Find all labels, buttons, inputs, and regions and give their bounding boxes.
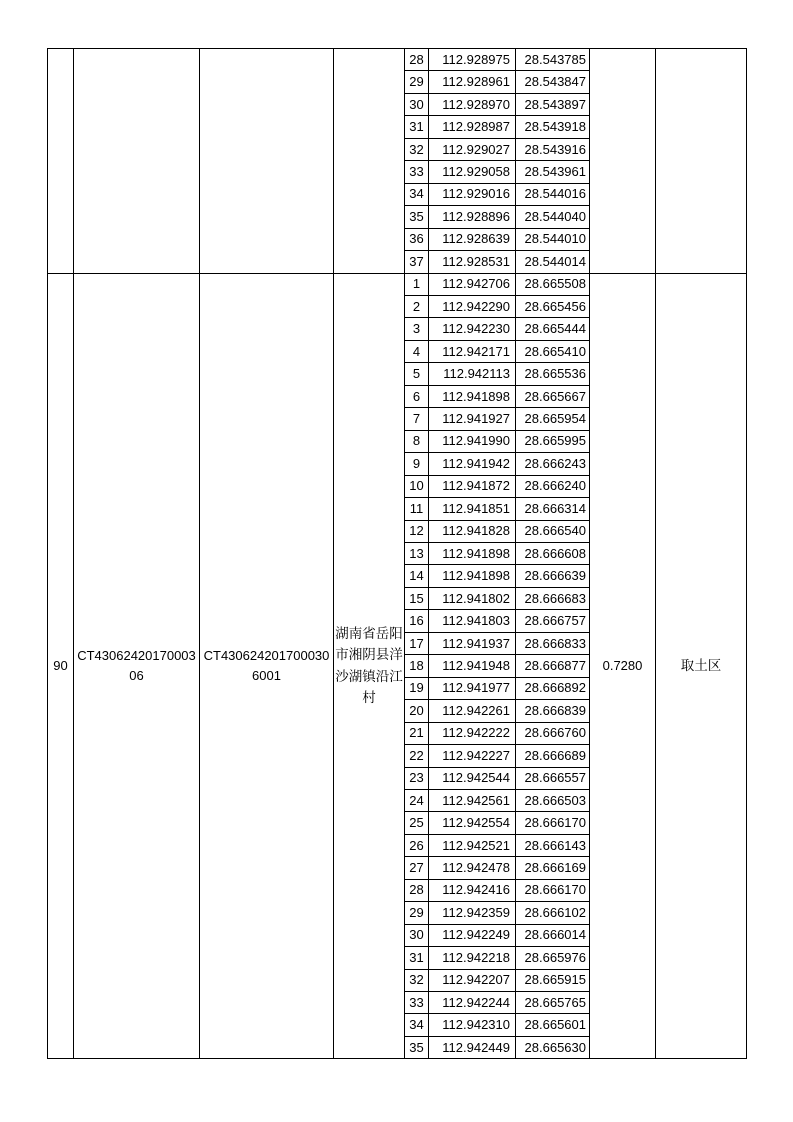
latitude-cell: 28.666503: [516, 789, 590, 811]
latitude-cell: 28.665667: [516, 385, 590, 407]
longitude-cell: 112.929016: [429, 183, 516, 205]
longitude-cell: 112.928975: [429, 49, 516, 71]
longitude-cell: 112.942290: [429, 295, 516, 317]
point-number-cell: 27: [405, 857, 429, 879]
latitude-cell: 28.543961: [516, 161, 590, 183]
point-number-cell: 37: [405, 251, 429, 273]
point-number-cell: 3: [405, 318, 429, 340]
latitude-cell: 28.666892: [516, 677, 590, 699]
longitude-cell: 112.942261: [429, 700, 516, 722]
longitude-cell: 112.942544: [429, 767, 516, 789]
table-row: [48, 49, 747, 71]
latitude-cell: 28.666833: [516, 632, 590, 654]
point-number-cell: 34: [405, 183, 429, 205]
latitude-cell: 28.666608: [516, 542, 590, 564]
longitude-cell: 112.942249: [429, 924, 516, 946]
latitude-cell: 28.665601: [516, 1014, 590, 1036]
longitude-cell: 112.941802: [429, 587, 516, 609]
parcel-code-cell: [74, 49, 200, 274]
latitude-cell: 28.666143: [516, 834, 590, 856]
point-number-cell: 36: [405, 228, 429, 250]
land-use-cell: [656, 49, 747, 274]
longitude-cell: 112.941828: [429, 520, 516, 542]
latitude-cell: 28.665410: [516, 340, 590, 362]
point-number-cell: 29: [405, 71, 429, 93]
longitude-cell: 112.928531: [429, 251, 516, 273]
point-number-cell: 32: [405, 138, 429, 160]
longitude-cell: 112.942244: [429, 992, 516, 1014]
latitude-cell: 28.544016: [516, 183, 590, 205]
longitude-cell: 112.928639: [429, 228, 516, 250]
longitude-cell: 112.941927: [429, 408, 516, 430]
point-number-cell: 9: [405, 453, 429, 475]
longitude-cell: 112.942416: [429, 879, 516, 901]
table-row: [48, 273, 747, 295]
parcel-code-line: 06: [129, 667, 144, 683]
longitude-cell: 112.928970: [429, 93, 516, 115]
point-number-cell: 8: [405, 430, 429, 452]
longitude-cell: 112.928961: [429, 71, 516, 93]
location-cell: [334, 49, 405, 274]
latitude-cell: 28.665508: [516, 273, 590, 295]
point-number-cell: 24: [405, 789, 429, 811]
longitude-cell: 112.941990: [429, 430, 516, 452]
latitude-cell: 28.666170: [516, 812, 590, 834]
point-number-cell: 33: [405, 992, 429, 1014]
longitude-cell: 112.941851: [429, 498, 516, 520]
point-number-cell: 34: [405, 1014, 429, 1036]
latitude-cell: 28.543916: [516, 138, 590, 160]
point-number-cell: 19: [405, 677, 429, 699]
latitude-cell: 28.544014: [516, 251, 590, 273]
latitude-cell: 28.666314: [516, 498, 590, 520]
point-number-cell: 30: [405, 93, 429, 115]
point-number-cell: 15: [405, 587, 429, 609]
point-number-cell: 13: [405, 542, 429, 564]
longitude-cell: 112.942449: [429, 1036, 516, 1058]
point-number-cell: 2: [405, 295, 429, 317]
area-cell: 0.7280: [590, 273, 656, 1059]
point-number-cell: 5: [405, 363, 429, 385]
point-number-cell: 14: [405, 565, 429, 587]
latitude-cell: 28.666877: [516, 655, 590, 677]
parcel-code-cell: [74, 273, 200, 1059]
longitude-cell: 112.942554: [429, 812, 516, 834]
latitude-cell: 28.543785: [516, 49, 590, 71]
location-cell: [334, 273, 405, 1059]
longitude-cell: 112.941937: [429, 632, 516, 654]
longitude-cell: 112.942222: [429, 722, 516, 744]
sub-code-line: CT430624201700030: [203, 647, 330, 663]
longitude-cell: 112.941898: [429, 385, 516, 407]
longitude-cell: 112.942478: [429, 857, 516, 879]
location-line: 市湘阴县洋: [335, 647, 403, 663]
latitude-cell: 28.666102: [516, 902, 590, 924]
latitude-cell: 28.665954: [516, 408, 590, 430]
longitude-cell: 112.941948: [429, 655, 516, 677]
longitude-cell: 112.941898: [429, 565, 516, 587]
longitude-cell: 112.941872: [429, 475, 516, 497]
longitude-cell: 112.941942: [429, 453, 516, 475]
parcel-code-line: CT43062420170003: [77, 647, 196, 663]
latitude-cell: 28.665630: [516, 1036, 590, 1058]
table-body: [48, 49, 747, 1059]
point-number-cell: 1: [405, 273, 429, 295]
point-number-cell: 25: [405, 812, 429, 834]
parcel-id-cell: 90: [48, 273, 74, 1059]
latitude-cell: 28.666839: [516, 700, 590, 722]
parcel-id-cell: [48, 49, 74, 274]
latitude-cell: 28.544040: [516, 206, 590, 228]
latitude-cell: 28.666014: [516, 924, 590, 946]
area-cell: [590, 49, 656, 274]
location-line: 湖南省岳阳: [335, 625, 403, 641]
latitude-cell: 28.665765: [516, 992, 590, 1014]
latitude-cell: 28.666240: [516, 475, 590, 497]
latitude-cell: 28.543897: [516, 93, 590, 115]
latitude-cell: 28.666689: [516, 745, 590, 767]
latitude-cell: 28.544010: [516, 228, 590, 250]
longitude-cell: 112.942359: [429, 902, 516, 924]
longitude-cell: 112.929027: [429, 138, 516, 160]
latitude-cell: 28.665976: [516, 947, 590, 969]
latitude-cell: 28.543847: [516, 71, 590, 93]
latitude-cell: 28.666540: [516, 520, 590, 542]
point-number-cell: 31: [405, 947, 429, 969]
point-number-cell: 26: [405, 834, 429, 856]
point-number-cell: 10: [405, 475, 429, 497]
point-number-cell: 35: [405, 1036, 429, 1058]
latitude-cell: 28.666639: [516, 565, 590, 587]
longitude-cell: 112.929058: [429, 161, 516, 183]
latitude-cell: 28.666683: [516, 587, 590, 609]
longitude-cell: 112.942521: [429, 834, 516, 856]
coordinate-table: [47, 48, 747, 1059]
longitude-cell: 112.942171: [429, 340, 516, 362]
longitude-cell: 112.942218: [429, 947, 516, 969]
point-number-cell: 31: [405, 116, 429, 138]
point-number-cell: 21: [405, 722, 429, 744]
point-number-cell: 20: [405, 700, 429, 722]
point-number-cell: 18: [405, 655, 429, 677]
sub-code-line: 6001: [252, 667, 281, 683]
sub-code-cell: [200, 49, 334, 274]
latitude-cell: 28.665456: [516, 295, 590, 317]
longitude-cell: 112.941898: [429, 542, 516, 564]
point-number-cell: 23: [405, 767, 429, 789]
longitude-cell: 112.942227: [429, 745, 516, 767]
latitude-cell: 28.665915: [516, 969, 590, 991]
location-line: 沙湖镇沿江: [335, 668, 403, 684]
point-number-cell: 22: [405, 745, 429, 767]
point-number-cell: 17: [405, 632, 429, 654]
longitude-cell: 112.928896: [429, 206, 516, 228]
point-number-cell: 32: [405, 969, 429, 991]
longitude-cell: 112.942230: [429, 318, 516, 340]
point-number-cell: 29: [405, 902, 429, 924]
point-number-cell: 28: [405, 879, 429, 901]
latitude-cell: 28.665995: [516, 430, 590, 452]
latitude-cell: 28.666169: [516, 857, 590, 879]
latitude-cell: 28.665536: [516, 363, 590, 385]
latitude-cell: 28.666760: [516, 722, 590, 744]
point-number-cell: 7: [405, 408, 429, 430]
longitude-cell: 112.941977: [429, 677, 516, 699]
point-number-cell: 35: [405, 206, 429, 228]
point-number-cell: 11: [405, 498, 429, 520]
longitude-cell: 112.941803: [429, 610, 516, 632]
latitude-cell: 28.666757: [516, 610, 590, 632]
latitude-cell: 28.543918: [516, 116, 590, 138]
point-number-cell: 16: [405, 610, 429, 632]
latitude-cell: 28.666243: [516, 453, 590, 475]
longitude-cell: 112.928987: [429, 116, 516, 138]
point-number-cell: 33: [405, 161, 429, 183]
point-number-cell: 28: [405, 49, 429, 71]
longitude-cell: 112.942113: [429, 363, 516, 385]
longitude-cell: 112.942706: [429, 273, 516, 295]
land-use-cell: 取土区: [656, 273, 747, 1059]
longitude-cell: 112.942207: [429, 969, 516, 991]
point-number-cell: 30: [405, 924, 429, 946]
latitude-cell: 28.665444: [516, 318, 590, 340]
latitude-cell: 28.666170: [516, 879, 590, 901]
longitude-cell: 112.942310: [429, 1014, 516, 1036]
point-number-cell: 4: [405, 340, 429, 362]
location-line: 村: [362, 690, 376, 706]
latitude-cell: 28.666557: [516, 767, 590, 789]
point-number-cell: 12: [405, 520, 429, 542]
point-number-cell: 6: [405, 385, 429, 407]
longitude-cell: 112.942561: [429, 789, 516, 811]
sub-code-cell: [200, 273, 334, 1059]
